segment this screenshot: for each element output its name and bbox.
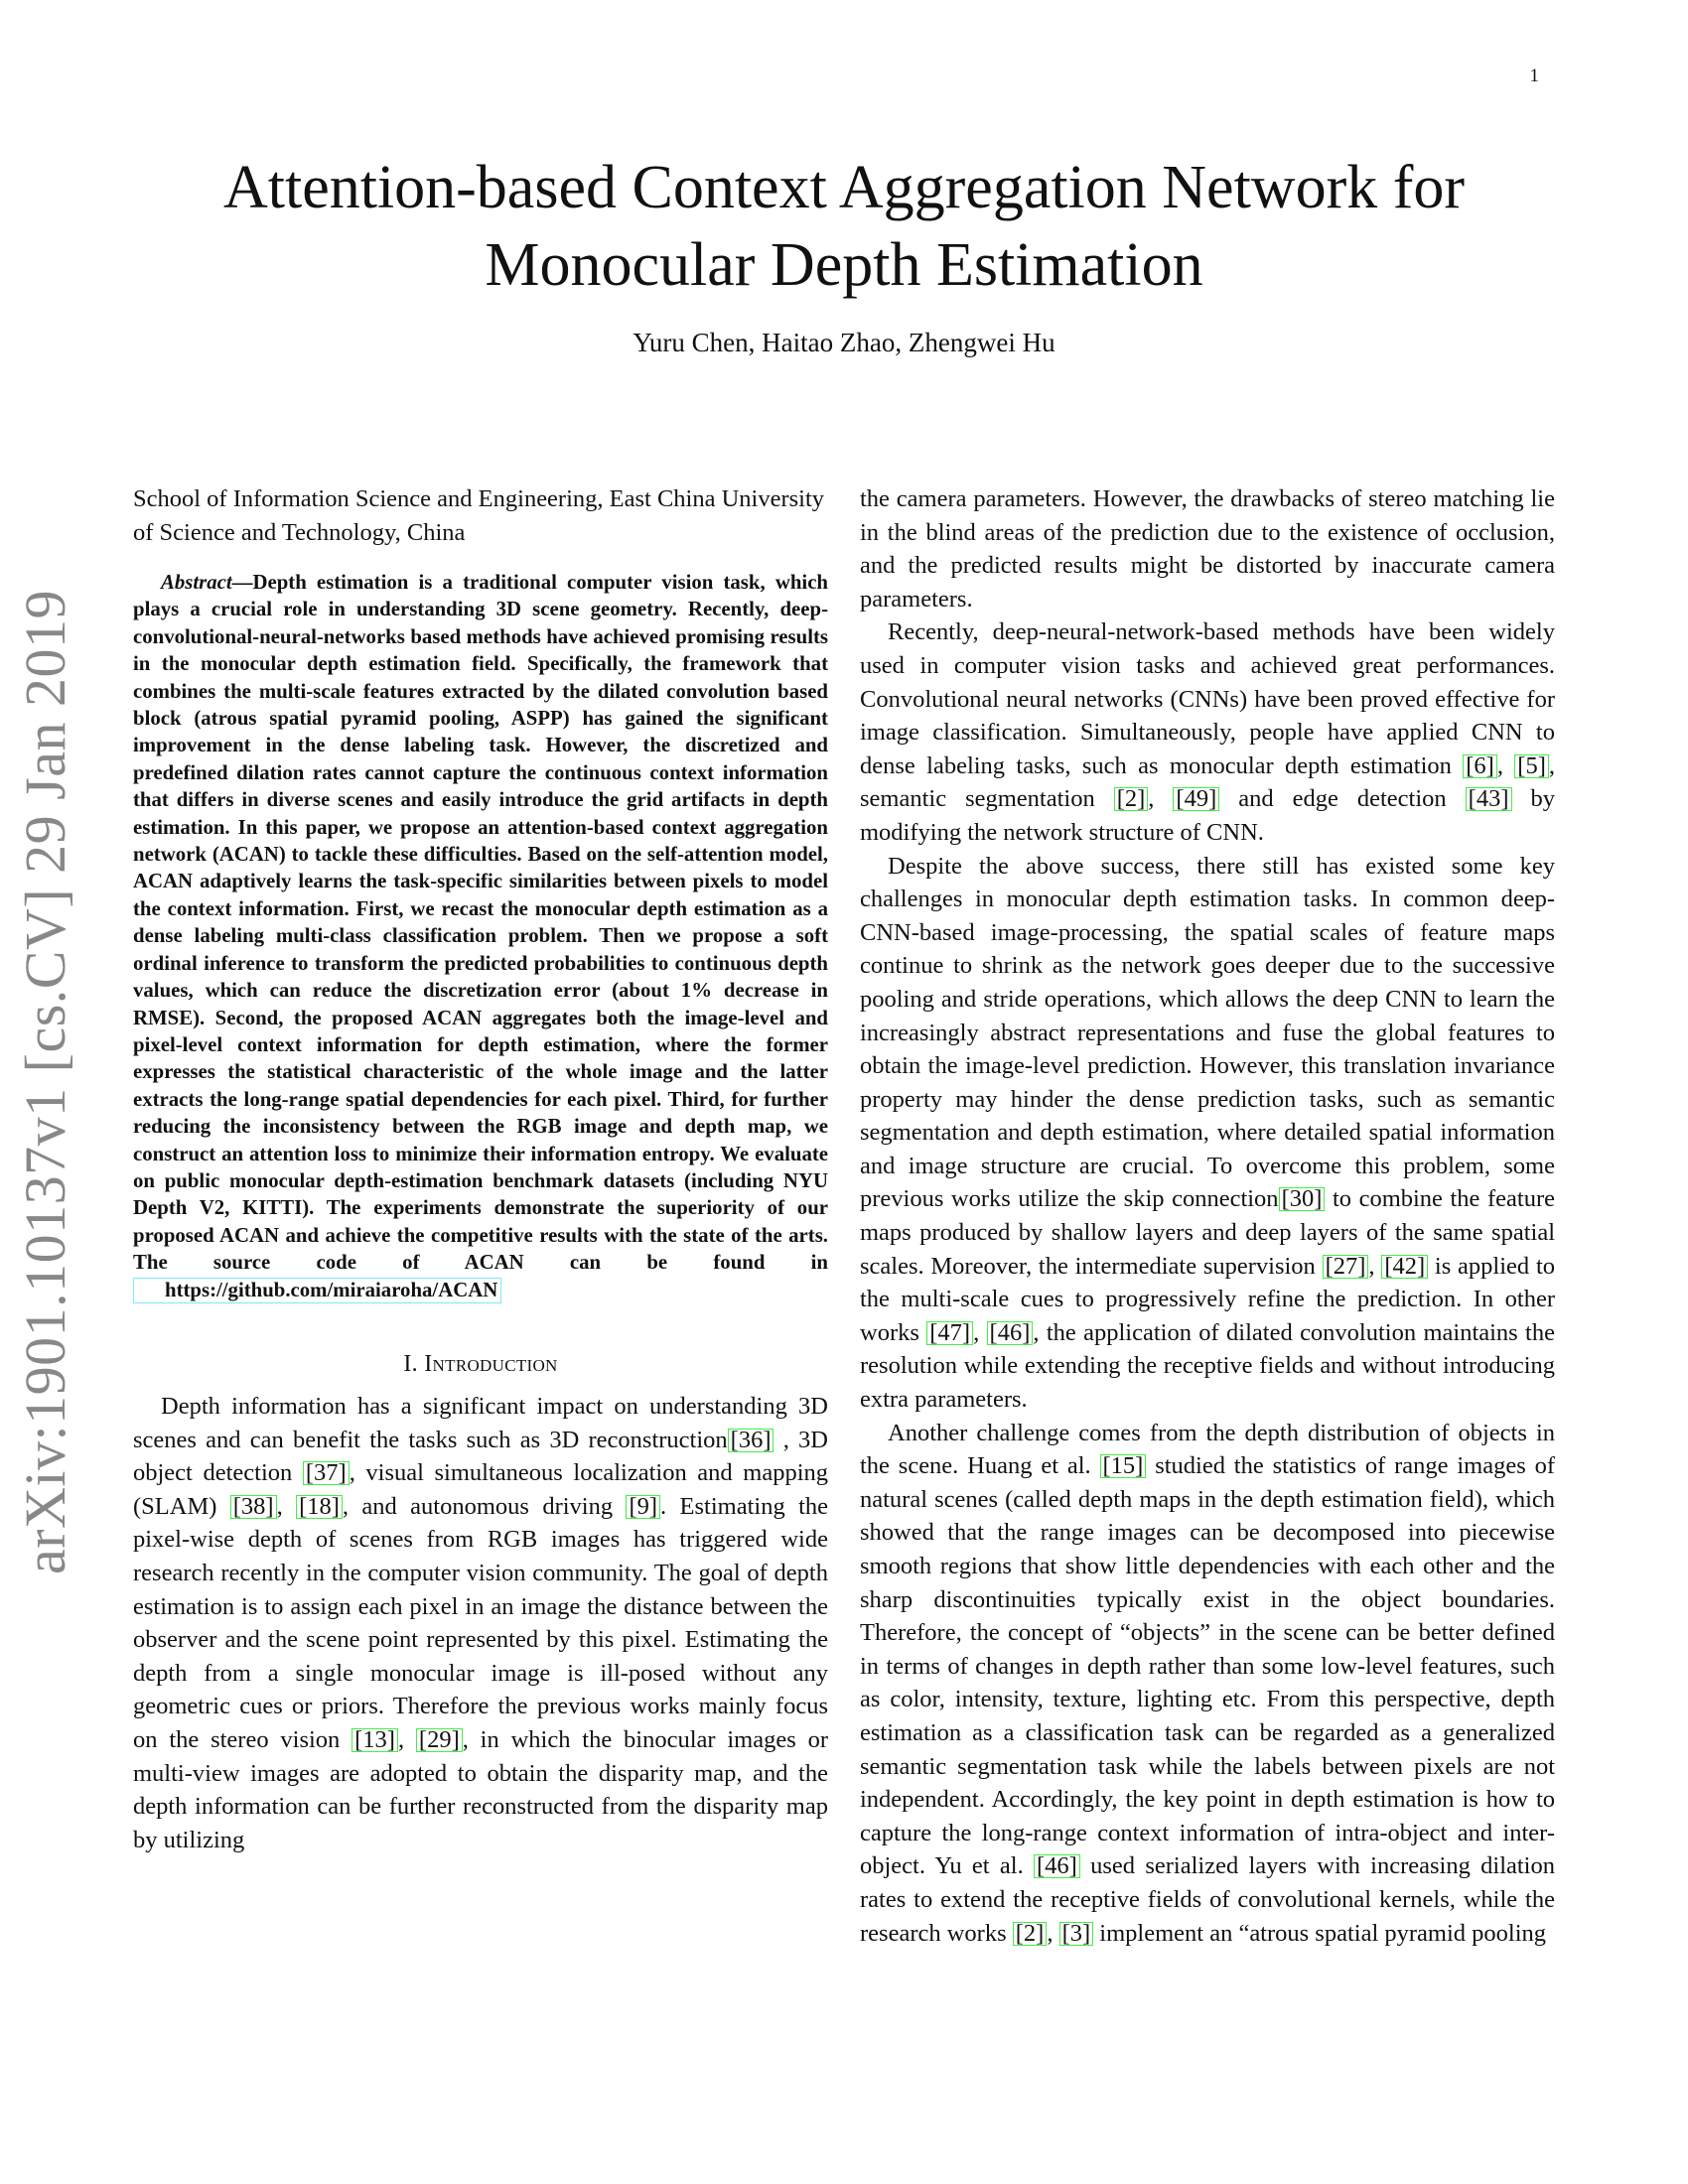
text-span: used serialized layers with increasing dilation rates to extend the receptive fields of convolutional kernels, while the research works xyxy=(860,1852,1555,1947)
text-span: , xyxy=(1368,1252,1382,1280)
right-paragraph-1: the camera parameters. However, the drawbacks of stereo matching lie in the blind areas of the prediction due to the existence of occlusion, and the predicted results might be distorted by inaccurate camera parameters. xyxy=(860,485,1555,613)
right-paragraph-4 xyxy=(860,1417,1555,1951)
citation-link[interactable]: [6] xyxy=(1463,754,1497,778)
citation-link[interactable]: [43] xyxy=(1466,787,1512,811)
intro-paragraph-1 xyxy=(133,1390,828,1856)
text-span: to combine the feature maps produced by shallow layers and deep layers of the same spatial scales. Moreover, the intermediate supervision xyxy=(860,1185,1555,1280)
citation-link[interactable]: [47] xyxy=(926,1321,973,1345)
text-span: Depth information has a significant impact on understanding 3D scenes and can benefit the tasks such as 3D reconstruction xyxy=(133,1392,828,1453)
citation-link[interactable]: [3] xyxy=(1059,1922,1094,1946)
citation-link[interactable]: [49] xyxy=(1173,787,1219,811)
text-span: , semantic segmentation xyxy=(860,751,1555,813)
citation-link[interactable]: [36] xyxy=(728,1429,774,1452)
left-column xyxy=(133,482,828,1856)
section-title: Introduction xyxy=(424,1350,558,1377)
text-span: , visual simultaneous localization and mapping (SLAM) xyxy=(133,1459,829,1520)
text-span: , xyxy=(1148,785,1174,813)
citation-link[interactable]: [42] xyxy=(1381,1255,1428,1279)
citation-link[interactable]: [13] xyxy=(352,1728,398,1752)
citation-link[interactable]: [46] xyxy=(987,1321,1034,1345)
page-number: 1 xyxy=(1529,66,1539,86)
text-span: , xyxy=(276,1492,297,1520)
text-span: , 3D object detection xyxy=(133,1426,828,1487)
citation-link[interactable]: [38] xyxy=(230,1495,277,1519)
text-span: . Estimating the pixel-wise depth of scenes from RGB images has triggered wide research recently in the computer vision community. The goal of depth estimation is to assign each pixel in an image the distance between the observer and the scene point represented by this pixel. Estimating the depth from a single monocular image is ill-posed without any geometric cues or priors. Therefore the previous works mainly focus on the stereo vision xyxy=(133,1492,829,1753)
citation-link[interactable]: [30] xyxy=(1279,1187,1326,1211)
text-span: Another challenge comes from the depth distribution of objects in the scene. Huang et al. xyxy=(860,1419,1555,1480)
abstract-label: Abstract xyxy=(161,571,232,594)
right-paragraph-3 xyxy=(860,850,1555,1417)
text-span: Despite the above success, there still has existed some key challenges in monocular depth estimation tasks. In common deep-CNN-based image-processing, the spatial scales of feature maps continue to shrink as the network goes deeper due to the successive pooling and stride operations, which allows the deep CNN to learn the increasingly abstract representations and fuse the global features to obtain the image-level prediction. However, this translation invariance property may hinder the dense prediction tasks, such as semantic segmentation and depth estimation, where detailed spatial information and image structure are crucial. To overcome this problem, some previous works utilize the skip connection xyxy=(860,852,1555,1213)
abstract-text: —Depth estimation is a traditional computer vision task, which plays a crucial role in understanding 3D scene geometry. Recently, deep-convolutional-neural-networks based methods have achieved promising results in the monocular depth estimation field. Specifically, the framework that combines the multi-scale features extracted by the dilated convolution based block (atrous spatial pyramid pooling, ASPP) has gained the significant improvement in the dense labeling task. However, the discretized and predefined dilation rates cannot capture the continuous context information that differs in diverse scenes and easily introduce the grid artifacts in depth estimation. In this paper, we propose an attention-based context aggregation network (ACAN) to tackle these difficulties. Based on the self-attention model, ACAN adaptively learns the task-specific similarities between pixels to model the context information. First, we recast the monocular depth estimation as a dense labeling multi-class classification problem. Then we propose a soft ordinal inference to transform the predicted probabilities to continuous depth values, which can reduce the discretization error (about 1% decrease in RMSE). Second, the proposed ACAN aggregates both the image-level and pixel-level context information for depth estimation, where the former expresses the statistical characteristic of the whole image and the latter extracts the long-range spatial dependencies for each pixel. Third, for further reducing the inconsistency between the RGB image and depth map, we construct an attention loss to minimize their information entropy. We evaluate on public monocular depth-estimation benchmark datasets (including NYU Depth V2, KITTI). The experiments demonstrate the superiority of our proposed ACAN and achieve the competitive results with the state of the arts. The source code of ACAN can be found in xyxy=(133,571,828,1275)
author-list: Yuru Chen, Haitao Zhao, Zhengwei Hu xyxy=(633,328,1055,357)
text-span: is applied to the multi-scale cues to progressively refine the prediction. In other works xyxy=(860,1252,1555,1346)
text-span: , xyxy=(1047,1919,1059,1947)
text-span: implement an “atrous spatial pyramid pooling xyxy=(1093,1919,1547,1947)
citation-link[interactable]: [27] xyxy=(1323,1255,1369,1279)
text-span: , xyxy=(973,1318,987,1346)
arxiv-identifier-stamp: arXiv:1901.10137v1 [cs.CV] 29 Jan 2019 xyxy=(13,590,77,1575)
citation-link[interactable]: [2] xyxy=(1114,787,1149,811)
section-number: I. xyxy=(403,1350,418,1377)
paper-title: Attention-based Context Aggregation Network for Monocular Depth Estimation xyxy=(222,154,1466,299)
text-span: , xyxy=(1496,751,1515,779)
text-span: , xyxy=(397,1725,416,1753)
citation-link[interactable]: [15] xyxy=(1100,1454,1147,1478)
right-paragraph-2 xyxy=(860,615,1555,849)
citation-link[interactable]: [9] xyxy=(626,1495,660,1519)
citation-link[interactable]: [18] xyxy=(296,1495,343,1519)
citation-link[interactable]: [37] xyxy=(303,1461,350,1485)
abstract xyxy=(133,569,828,1303)
right-column xyxy=(860,482,1555,1950)
citation-link[interactable]: [2] xyxy=(1013,1922,1048,1946)
source-code-link[interactable]: https://github.com/miraiaroha/ACAN xyxy=(133,1278,501,1303)
text-span: , in which the binocular images or multi-view images are adopted to obtain the disparity map, and the depth information can be further reconstructed from the disparity map by utilizing xyxy=(133,1725,828,1853)
section-heading-introduction xyxy=(133,1351,828,1378)
text-span: and edge detection xyxy=(1219,785,1466,813)
citation-link[interactable]: [46] xyxy=(1034,1854,1080,1878)
citation-link[interactable]: [5] xyxy=(1514,754,1549,778)
text-span: studied the statistics of range images of natural scenes (called depth maps in the depth estimation field), which showed that the range images can be decomposed into piecewise smooth regions that show little dependencies with each other and the sharp discontinuities typically exist in the object boundaries. Therefore, the concept of “objects” in the scene can be better defined in terms of changes in depth rather than some low-level features, such as color, intensity, texture, lighting etc. From this perspective, depth estimation as a classification task can be regarded as a generalized semantic segmentation task while the labels between pixels are not independent. Accordingly, the key point in depth estimation is how to capture the long-range context information of intra-object and inter-object. Yu et al. xyxy=(860,1452,1555,1880)
text-span: , the application of dilated convolution maintains the resolution while extending the receptive fields and without introducing extra parameters. xyxy=(860,1318,1555,1414)
text-span: Recently, deep-neural-network-based methods have been widely used in computer vision tasks and achieved great performances. Convolutional neural networks (CNNs) have been proved effective for image classification. Simultaneously, people have applied CNN to dense labeling tasks, such as monocular depth estimation xyxy=(860,618,1555,779)
text-span: , and autonomous driving xyxy=(342,1492,627,1520)
citation-link[interactable]: [29] xyxy=(416,1728,463,1752)
text-span: by modifying the network structure of CNN. xyxy=(860,785,1555,846)
affiliation: School of Information Science and Engineering, East China University of Science and Technology, China xyxy=(133,485,825,546)
